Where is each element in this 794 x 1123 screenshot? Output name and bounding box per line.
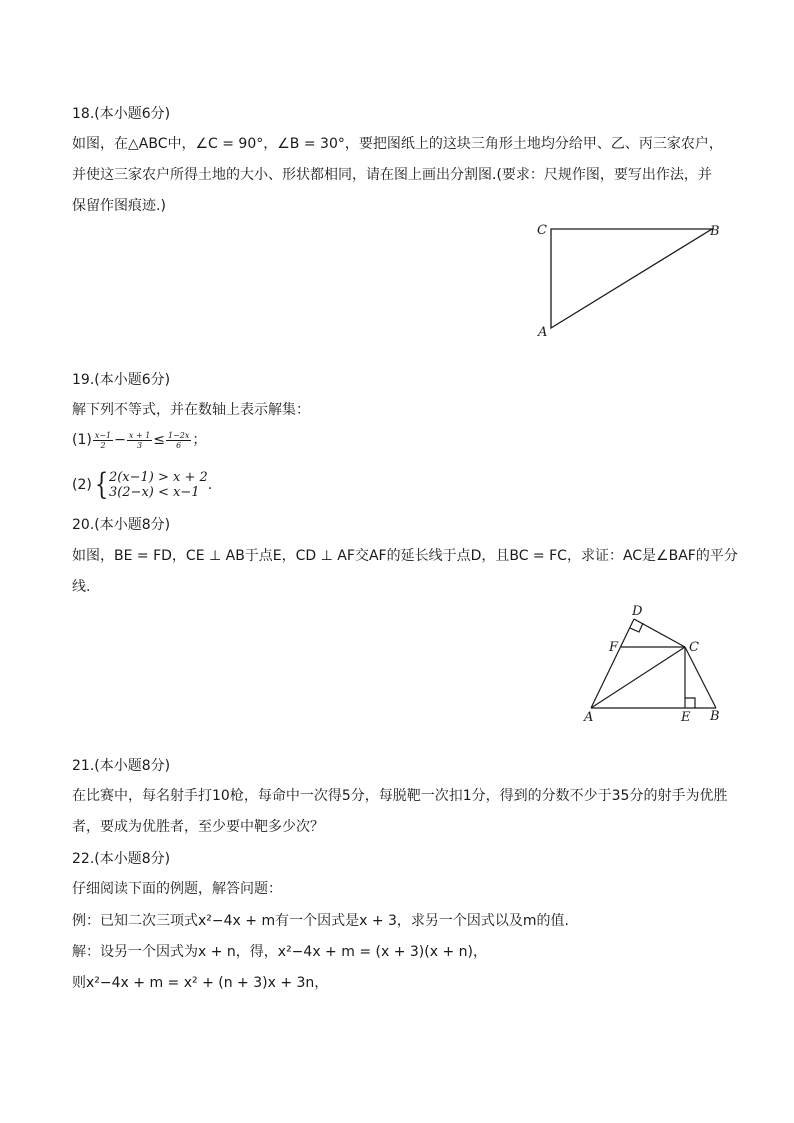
fraction-3-numerator: 1−2x [168,430,190,440]
q20-geometry-figure [578,600,728,730]
fraction-3 [166,431,191,450]
label-d: D [632,604,643,619]
fraction-1-denominator: 2 [100,440,106,450]
fraction-1 [93,431,113,450]
label-b: B [710,709,720,724]
system-row-1: 2(x−1) > x + 2 [108,470,208,485]
label-a: A [538,325,548,340]
fraction-2-denominator: 3 [137,440,143,450]
q18-text-line2: 并使这三家农户所得土地的大小、形状都相同，请在图上画出分割图.(要求：尺规作图，要写出作法，并 [72,167,712,183]
q19-part1 [72,430,206,458]
label-f: F [609,640,619,655]
q18-text-line1: 如图，在△ABC中，∠C = 90°，∠B = 30°，要把图纸上的这块三角形土地均分给甲、乙、丙三家农户， [72,136,723,152]
fraction-2 [127,431,152,450]
q19-intro: 解下列不等式，并在数轴上表示解集： [72,402,310,418]
le-sign: ≤ [153,432,166,448]
system-row-2: 3(2−x) < x−1 [108,485,200,500]
segment-cb [685,647,716,708]
q22-solution-line2: 则x²−4x + m = x² + (n + 3)x + 3n， [72,975,329,991]
q20-text-line2: 线. [72,579,91,595]
q18-triangle-figure [530,218,730,343]
label-a: A [584,710,594,725]
q21-text-line2: 者，要成为优胜者，至少要中靶多少次？ [72,819,324,835]
fraction-2-numerator: x + 1 [128,430,151,440]
fraction-3-denominator: 6 [176,440,182,450]
label-e: E [681,710,691,725]
minus-sign: − [114,432,126,448]
q19-part2-suffix: . [207,477,213,493]
label-c: C [689,640,699,655]
q22-solution-line1: 解：设另一个因式为x + n，得，x²−4x + m = (x + 3)(x + n)， [72,944,487,960]
q20-text-line1: 如图，BE = FD，CE ⊥ AB于点E，CD ⊥ AF交AF的延长线于点D，且BC = FC，求证：AC是∠BAF的平分 [72,548,738,564]
q22-intro: 仔细阅读下面的例题，解答问题： [72,881,282,897]
left-brace: { [94,467,109,502]
q18-text-line3: 保留作图痕迹.) [72,198,166,214]
q19-header: 19.(本小题6分) [72,372,171,388]
q20-header: 20.(本小题8分) [72,517,171,533]
q19-part1-prefix: (1) [72,432,92,448]
right-angle-mark-e [685,698,695,708]
q19-part2 [72,467,213,502]
q21-header: 21.(本小题8分) [72,758,171,774]
q22-example: 例：已知二次三项式x²−4x + m有一个因式是x + 3，求另一个因式以及m的值. [72,913,569,929]
label-c: C [537,223,547,238]
triangle-abc [551,229,712,328]
fraction-1-numerator: x−1 [94,430,112,440]
q21-text-line1: 在比赛中，每名射手打10枪，每命中一次得5分，每脱靶一次扣1分，得到的分数不少于35分的射手为优胜 [72,788,728,804]
q22-header: 22.(本小题8分) [72,851,171,867]
inequality-system [109,470,208,500]
q19-part2-prefix: (2) [72,477,92,493]
q18-header: 18.(本小题6分) [72,106,171,122]
q19-part1-suffix: ； [192,432,207,448]
label-b: B [710,224,720,239]
segment-dc [634,619,685,647]
